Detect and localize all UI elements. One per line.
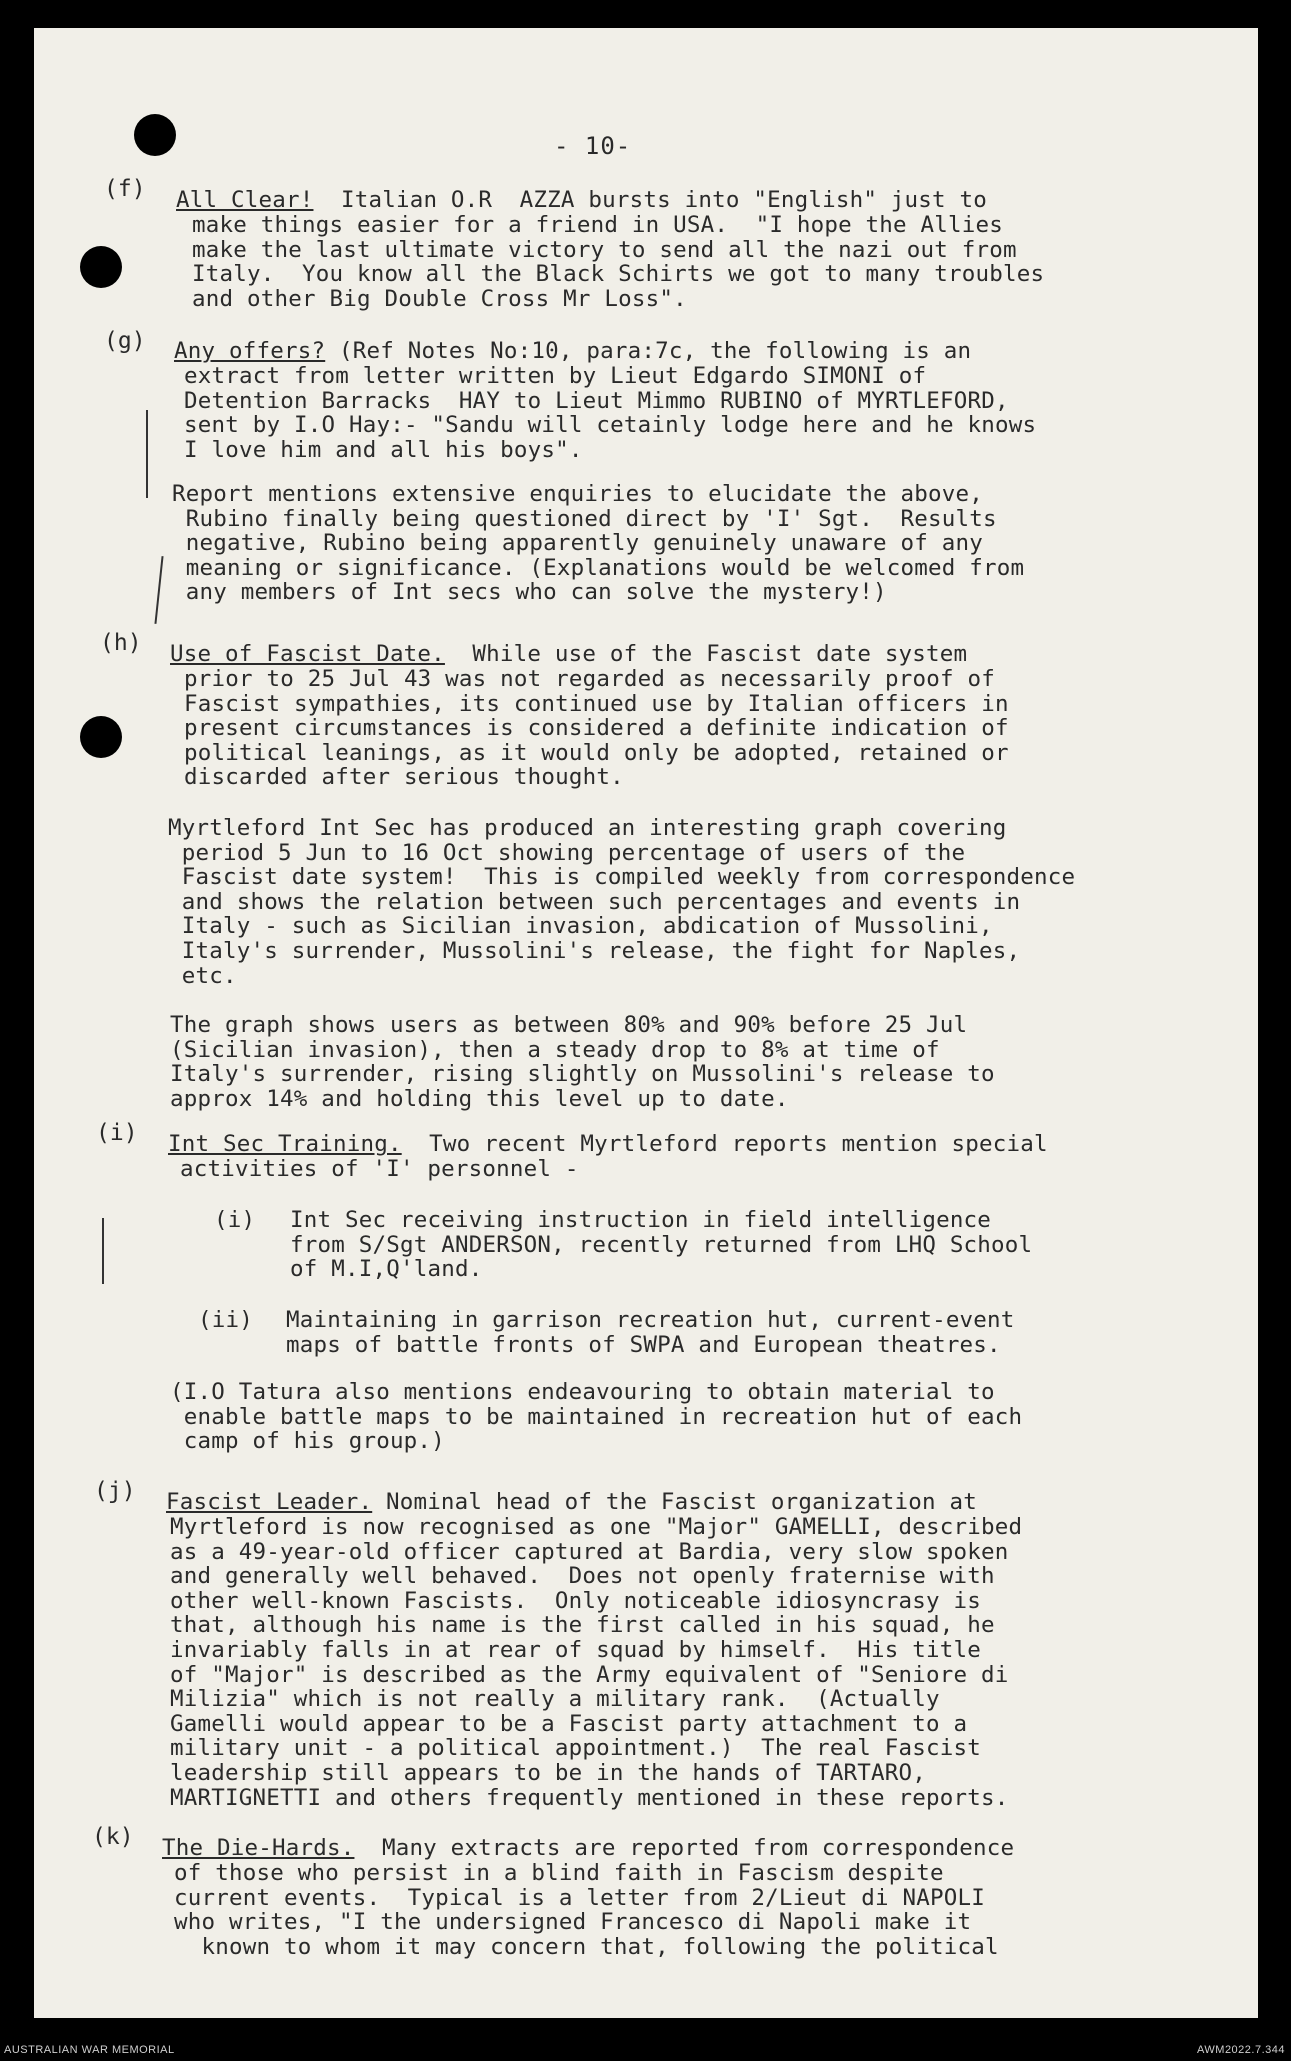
- section-text: Many extracts are reported from correspondence: [354, 1835, 1015, 1861]
- section-heading: All Clear!: [176, 187, 314, 213]
- punch-hole: [80, 246, 122, 288]
- section-h-body: prior to 25 Jul 43 was not regarded as necessarily proof of Fascist sympathies, its continued use by Italian officers in present circumstances is considered a definite indication of political leanings, as it would only be adopted, retained or discarded after serious thought.: [184, 666, 1009, 791]
- section-text: Nominal head of the Fascist organization at: [372, 1489, 978, 1515]
- section-g-body: extract from letter written by Lieut Edgardo SIMONI of Detention Barracks HAY to Lieut Mimmo RUBINO of MYRTLEFORD, sent by I.O Hay:- "Sandu will cetainly lodge here and he knows I love him and all his boys".: [184, 363, 1037, 463]
- section-label: (f): [104, 176, 146, 202]
- section-label: (h): [100, 630, 142, 656]
- section-heading: Any offers?: [174, 338, 326, 364]
- margin-mark: [146, 410, 148, 498]
- margin-mark: [102, 1218, 104, 1284]
- sub-item-label: (i): [214, 1207, 256, 1233]
- section-i-first-line: [168, 1132, 1048, 1157]
- section-heading: Use of Fascist Date.: [170, 641, 445, 667]
- punch-hole: [134, 114, 176, 156]
- section-h-paragraph: Myrtleford Int Sec has produced an interesting graph covering period 5 Jun to 16 Oct showing percentage of users of the Fascist date system! This is compiled weekly from correspondence and shows the relation between such percentages and events in Italy - such as Sicilian invasion, abdication of Mussolini, Italy's surrender, Mussolini's release, the fight for Naples, etc.: [168, 815, 1076, 989]
- section-heading: Fascist Leader.: [166, 1489, 373, 1515]
- section-heading: The Die-Hards.: [162, 1835, 355, 1861]
- section-label: (g): [104, 328, 146, 354]
- section-k-first-line: [162, 1836, 1014, 1861]
- section-text: Italian O.R AZZA bursts into "English" just to: [313, 187, 988, 213]
- sub-item-text: Int Sec receiving instruction in field intelligence from S/Sgt ANDERSON, recently returned from LHQ School of M.I,Q'land.: [290, 1207, 1033, 1283]
- section-text: Two recent Myrtleford reports mention special: [401, 1131, 1048, 1157]
- footer-credit: AUSTRALIAN WAR MEMORIAL: [4, 2044, 175, 2056]
- margin-mark: [154, 556, 163, 624]
- sub-item-label: (ii): [198, 1307, 253, 1333]
- section-i-body: activities of 'I' personnel -: [180, 1156, 579, 1182]
- section-label: (k): [92, 1824, 134, 1850]
- sub-item-text: Maintaining in garrison recreation hut, current-event maps of battle fronts of SWPA and European theatres.: [286, 1307, 1015, 1358]
- section-g-paragraph: Report mentions extensive enquiries to elucidate the above, Rubino finally being questioned direct by 'I' Sgt. Results negative, Rubino being apparently genuinely unaware of any meaning or significance. (Explanations would be welcomed from any members of Int secs who can solve the mystery!): [172, 481, 1025, 606]
- section-label: (i): [96, 1120, 138, 1146]
- section-i-paragraph: (I.O Tatura also mentions endeavouring to obtain material to enable battle maps to be maintained in recreation hut of each camp of his group.): [170, 1379, 1023, 1455]
- section-h-paragraph-graph: The graph shows users as between 80% and 90% before 25 Jul (Sicilian invasion), then a steady drop to 8% at time of Italy's surrender, rising slightly on Mussolini's release to approx 14% and holding this level up to date.: [170, 1012, 995, 1112]
- section-j-body: Myrtleford is now recognised as one "Major" GAMELLI, described as a 49-year-old officer captured at Bardia, very slow spoken and generally well behaved. Does not openly fraternise with other well-known Fascists. Only noticeable idiosyncrasy is that, although his name is the first called in his squad, he invariably falls in at rear of squad by himself. His title of "Major" is described as the Army equivalent of "Seniore di Milizia" which is not really a military rank. (Actually Gamelli would appear to be a Fascist party attachment to a military unit - a political appointment.) The real Fascist leadership still appears to be in the hands of TARTARO, MARTIGNETTI and others frequently mentioned in these reports.: [170, 1514, 1023, 1811]
- section-k-body: of those who persist in a blind faith in Fascism despite current events. Typical is a letter from 2/Lieut di NAPOLI who writes, "I the undersigned Francesco di Napoli make it known to whom it may concern that, following the political: [174, 1860, 999, 1960]
- section-heading: Int Sec Training.: [168, 1131, 402, 1157]
- document-page: [34, 28, 1258, 2018]
- section-g-first-line: [174, 339, 971, 364]
- page-number: - 10-: [554, 132, 632, 160]
- section-j-first-line: [166, 1490, 977, 1515]
- section-label: (j): [94, 1478, 136, 1504]
- section-f-first-line: [176, 188, 987, 213]
- punch-hole: [80, 716, 122, 758]
- section-text: (Ref Notes No:10, para:7c, the following is an: [325, 338, 972, 364]
- section-f-body: make things easier for a friend in USA. "I hope the Allies make the last ultimate victory to send all the nazi out from Italy. You know all the Black Schirts we got to many troubles and other Big Double Cross Mr Loss".: [192, 212, 1045, 312]
- section-text: While use of the Fascist date system: [444, 641, 968, 667]
- footer-accession-number: AWM2022.7.344: [1196, 2044, 1285, 2056]
- section-h-first-line: [170, 642, 967, 667]
